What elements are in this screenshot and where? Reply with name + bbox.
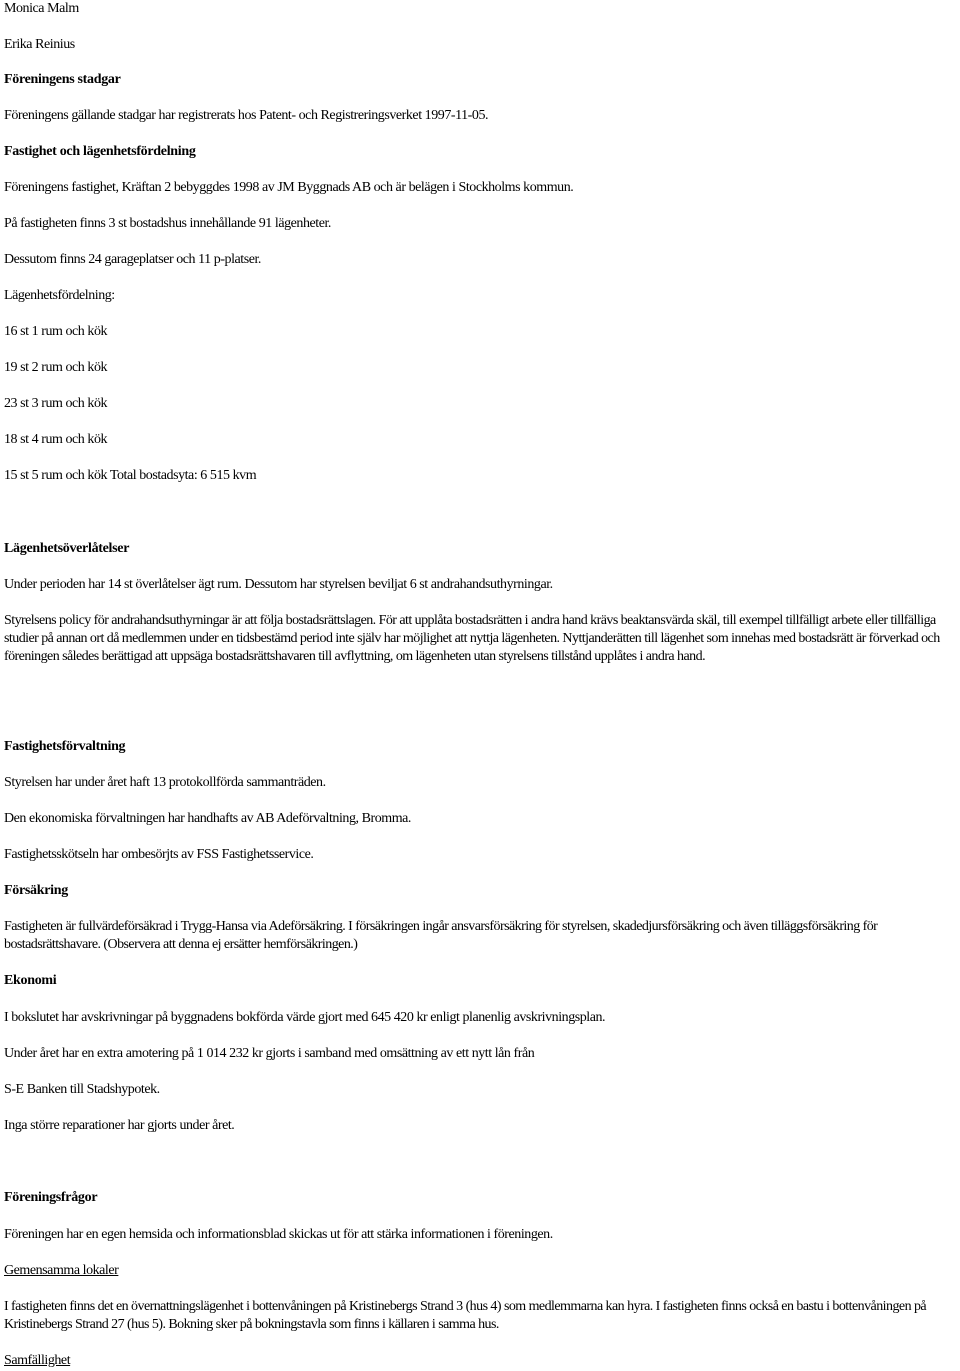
board-member-name: Monica Malm: [4, 1, 79, 16]
forvaltning-line: Fastighetsskötseln har ombesörjts av FSS Fastighetsservice.: [4, 847, 314, 862]
ekonomi-line: I bokslutet har avskrivningar på byggnadens bokförda värde gjort med 645 420 kr enligt planenlig avskrivningsplan.: [4, 1010, 606, 1025]
forsakring-text: Fastigheten är fullvärdeförsäkrad i Trygg-Hansa via Adeförsäkring. I försäkringen ingår ansvarsförsäkring för styrelsen, skadedjursförsäkring och även tilläggsförsäkring för bostadsrättshavare. (Observera att denna ej ersätter hemförsäkringen.): [4, 919, 878, 952]
section-heading-forsakring: Försäkring: [4, 883, 68, 898]
section-heading-stadgar: Föreningens stadgar: [4, 72, 121, 87]
fastighet-line: Lägenhetsfördelning:: [4, 288, 115, 303]
section-heading-fastighet: Fastighet och lägenhetsfördelning: [4, 144, 196, 159]
forvaltning-line: Den ekonomiska förvaltningen har handhafts av AB Adeförvaltning, Bromma.: [4, 811, 411, 826]
apartment-count-line: 18 st 4 rum och kök: [4, 432, 108, 447]
apartment-count-line: 23 st 3 rum och kök: [4, 396, 108, 411]
apartment-count-line: 15 st 5 rum och kök Total bostadsyta: 6 515 kvm: [4, 468, 257, 483]
ekonomi-line: Under året har en extra amotering på 1 014 232 kr gjorts i samband med omsättning av ett nytt lån från: [4, 1046, 535, 1061]
stadgar-text: Föreningens gällande stadgar har registrerats hos Patent- och Registreringsverket 1997-11-05.: [4, 108, 489, 123]
overlatelser-summary: Under perioden har 14 st överlåtelser ägt rum. Dessutom har styrelsen beviljat 6 st andrahandsuthyrningar.: [4, 577, 553, 592]
apartment-count-line: 16 st 1 rum och kök: [4, 324, 108, 339]
subheading-samfallighet: Samfällighet: [4, 1353, 71, 1368]
overlatelser-policy: Styrelsens policy för andrahandsuthyrningar är att följa bostadsrättslagen. För att upplåta bostadsrätten i andra hand krävs beaktansvärda skäl, till exempel tillfälligt arbete eller tillfälliga studier på annan ort då medlemmen under en tidsbestämd period inte själv har möjlighet att nyttja lägenheten. Nyttjanderätten till lägenhet som innehas med bostadsrätt är förverkad och föreningen således berättigad att uppsäga bostadsrättshavaren till avflyttning, om lägenheten utan styrelsens tillstånd upplåtes i andra hand.: [4, 613, 940, 664]
fastighet-line: Föreningens fastighet, Kräftan 2 bebyggdes 1998 av JM Byggnads AB och är belägen i Stockholms kommun.: [4, 180, 574, 195]
board-member-name: Erika Reinius: [4, 37, 75, 52]
section-heading-overlatelser: Lägenhetsöverlåtelser: [4, 541, 130, 556]
section-heading-ekonomi: Ekonomi: [4, 973, 57, 988]
fastighet-line: På fastigheten finns 3 st bostadshus innehållande 91 lägenheter.: [4, 216, 331, 231]
subheading-gemensamma-lokaler: Gemensamma lokaler: [4, 1263, 119, 1278]
ekonomi-line: Inga större reparationer har gjorts under året.: [4, 1118, 235, 1133]
forvaltning-line: Styrelsen har under året haft 13 protokollförda sammanträden.: [4, 775, 326, 790]
section-heading-forvaltning: Fastighetsförvaltning: [4, 739, 126, 754]
foreningsfragor-text: Föreningen har en egen hemsida och informationsblad skickas ut för att stärka informationen i föreningen.: [4, 1227, 553, 1242]
lokaler-text: I fastigheten finns det en övernattningslägenhet i bottenvåningen på Kristinebergs Strand 3 (hus 4) som medlemmarna kan hyra. I fastigheten finns också en bastu i bottenvåningen på Kristinebergs Strand 27 (hus 5). Bokning sker på bokningstavla som finns i källaren i samma hus.: [4, 1299, 927, 1332]
section-heading-foreningsfragor: Föreningsfrågor: [4, 1190, 98, 1205]
fastighet-line: Dessutom finns 24 garageplatser och 11 p-platser.: [4, 252, 261, 267]
ekonomi-line: S-E Banken till Stadshypotek.: [4, 1082, 160, 1097]
apartment-count-line: 19 st 2 rum och kök: [4, 360, 108, 375]
